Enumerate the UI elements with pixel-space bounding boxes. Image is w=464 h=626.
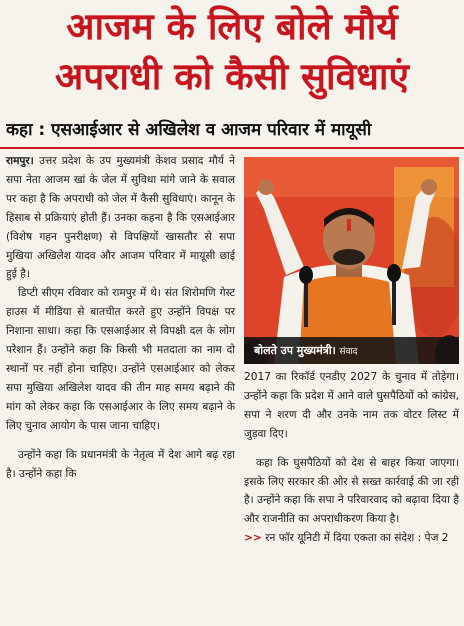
page-reference [244,529,459,548]
article-paragraph: 2017 का रिकॉर्ड एनडीए 2027 के चुनाव में तोड़ेगा। उन्होंने कहा कि प्रदेश में आने वाले घुसपैठियों को कांग्रेस, सपा ने शरण दी और उनके नाम तक वोटर लिस्ट में जुड़वा दिए। [244,371,459,440]
paragraph-gap [6,436,235,446]
reference-arrow-icon: >> [244,532,262,545]
paragraph-gap [244,444,459,454]
article-paragraph [6,152,235,284]
headline [0,2,464,102]
photo-illustration [244,157,459,364]
subheadline: कहा : एसआईआर से अखिलेश व आजम परिवार में मायूसी [6,120,372,140]
headline-line-2: अपराधी को कैसी सुविधाएं [55,55,409,98]
divider-rule [0,147,464,149]
news-photo [244,157,459,364]
photo-credit: संवाद [339,347,358,357]
article-paragraph: उन्होंने कहा कि प्रधानमंत्री के नेतृत्व में देश आगे बढ़ रहा है। उन्होंने कहा कि [6,448,235,480]
reference-text: रन फॉर यूनिटी में दिया एकता का संदेश : पेज 2 [265,532,449,545]
paragraph-text: उत्तर प्रदेश के उप मुख्यमंत्री केशव प्रसाद मौर्य ने सपा नेता आजम खां के जेल में सुविधा मांगे जाने के सवाल पर कहा है कि अपराधी को जेल में कैसी सुविधाएं। कानून के हिसाब से प्रक्रियाएं होती हैं। उनका कहना है कि एसआईआर (विशेष गहन पुनरीक्षण) से विपक्षियों खासतौर से सपा मुखिया अखिलेश यादव और आजम परिवार में मायूसी छाई हुई है। [6,155,235,281]
headline-line-1: आजम के लिए बोले मौर्य [66,5,398,48]
photo-caption [244,337,459,364]
article-left-column [6,152,235,483]
article-paragraph: डिप्टी सीएम रविवार को रामपुर में थे। संत शिरोमणि गेस्ट हाउस में मीडिया से बातचीत करते हुए उन्होंने विपक्ष पर निशाना साधा। कहा कि एसआईआर से विपक्षी दल के लोग परेशान हैं। उन्होंने कहा कि किसी भी मतदाता का नाम दो स्थानों पर नहीं होना चाहिए। उन्होंने एसआईआर को लेकर सपा मुखिया अखिलेश यादव की तीन माह समय बढ़ाने की मांग को लेकर कहा कि एसआईआर के लिए समय बढ़ाने के लिए चुनाव आयोग के पास जाना चाहिए। [6,287,235,432]
dateline: रामपुर। [6,155,34,167]
article-right-column [244,368,459,548]
caption-text: बोलते उप मुख्यमंत्री। [254,344,336,357]
article-paragraph: कहा कि घुसपैठियों को देश से बाहर किया जाएगा। इसके लिए सरकार की ओर से सख्त कार्रवाई की जा रही है। उन्होंने कहा कि सपा ने परिवारवाद को बढ़ावा दिया है और राजनीति का अपराधीकरण किया है। [244,456,459,526]
